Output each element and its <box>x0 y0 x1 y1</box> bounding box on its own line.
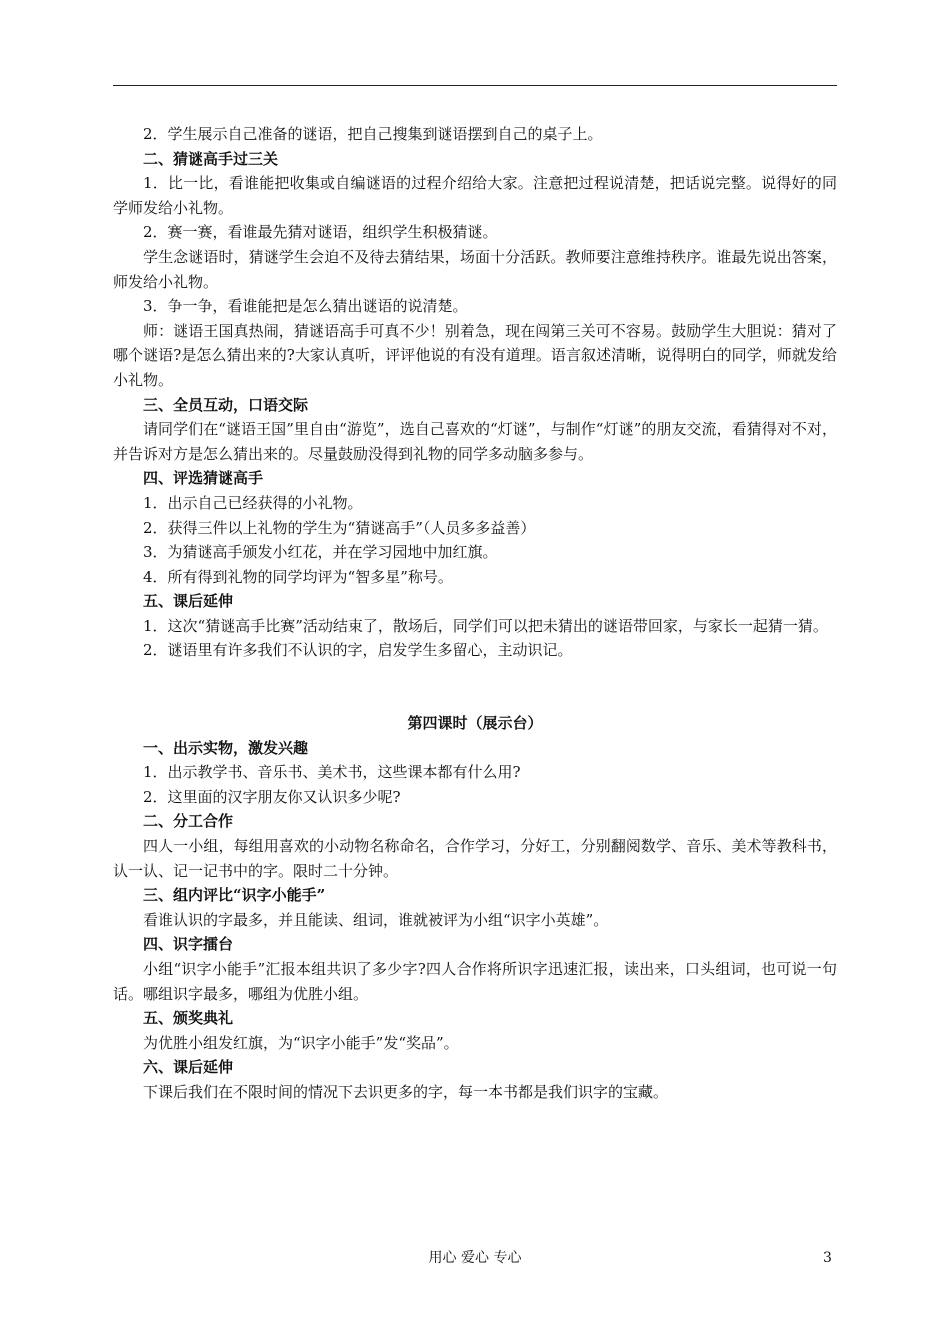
section-heading: 五、课后延伸 <box>143 592 234 611</box>
paragraph: 1．出示教学书、音乐书、美术书，这些课本都有什么用? <box>143 763 521 782</box>
paragraph: 2．学生展示自己准备的谜语，把自己搜集到谜语摆到自己的桌子上。 <box>143 125 603 143</box>
paragraph: 1．出示自己已经获得的小礼物。 <box>143 493 363 512</box>
section-heading: 一、出示实物，激发兴趣 <box>143 738 309 757</box>
paragraph: 1．比一比，看谁能把收集或自编谜语的过程介绍给大家。注意把过程说清楚，把话说完整。说得好的同学师发给小礼物。 <box>113 174 837 217</box>
section-heading: 二、分工合作 <box>143 812 234 831</box>
section-heading: 四、评选猜谜高手 <box>143 469 264 488</box>
paragraph: 小组“识字小能手”汇报本组共识了多少字?四人合作将所识字迅速汇报，读出来，口头组词，也可说一句话。哪组识字最多，哪组为优胜小组。 <box>113 960 837 1003</box>
paragraph: 3．为猜谜高手颁发小红花，并在学习园地中加红旗。 <box>143 543 498 562</box>
paragraph: 为优胜小组发红旗，为“识字小能手”发“奖品”。 <box>143 1033 459 1052</box>
section-heading: 三、全员互动，口语交际 <box>143 395 309 414</box>
section-heading: 三、组内评比“识字小能手” <box>143 886 326 905</box>
paragraph: 下课后我们在不限时间的情况下去识更多的字，每一本书都是我们识字的宝藏。 <box>143 1082 669 1101</box>
paragraph: 师：谜语王国真热闹，猜谜语高手可真不少！别着急，现在闯第三关可不容易。鼓励学生大胆说：猜对了哪个谜语?是怎么猜出来的?大家认真听，评评他说的有没有道理。语言叙述清晰，说得明白的同学，师就发给小礼物。 <box>113 321 837 389</box>
section-heading: 四、识字擂台 <box>143 935 234 954</box>
lesson-title: 第四课时（展示台） <box>407 714 543 733</box>
page-number: 3 <box>823 1250 832 1266</box>
section-heading: 六、课后延伸 <box>143 1058 234 1077</box>
page-footer: 用心 爱心 专心 <box>428 1250 522 1266</box>
paragraph: 四人一小组，每组用喜欢的小动物名称命名，合作学习，分好工，分别翻阅数学、音乐、美术等教科书，认一认、记一记书中的字。限时二十分钟。 <box>113 837 837 880</box>
section-heading: 二、猜谜高手过三关 <box>143 149 279 168</box>
section-heading: 五、颁奖典礼 <box>143 1009 234 1028</box>
paragraph: 请同学们在“谜语王国”里自由“游览”，选自己喜欢的“灯谜”，与制作“灯谜”的朋友交流，看猜得对不对，并告诉对方是怎么猜出来的。尽量鼓励没得到礼物的同学多动脑多参与。 <box>113 420 837 463</box>
paragraph: 2．获得三件以上礼物的学生为“猜谜高手”（人员多多益善） <box>143 518 536 537</box>
header-rule <box>113 85 837 86</box>
document-body <box>113 122 837 1105</box>
paragraph: 2．这里面的汉字朋友你又认识多少呢? <box>143 787 401 806</box>
paragraph: 学生念谜语时，猜谜学生会迫不及待去猜结果，场面十分活跃。教师要注意维持秩序。谁最先说出答案，师发给小礼物。 <box>113 247 837 291</box>
paragraph: 2．赛一赛，看谁最先猜对谜语，组织学生积极猜谜。 <box>143 223 498 242</box>
paragraph: 1．这次“猜谜高手比赛”活动结束了，散场后，同学们可以把未猜出的谜语带回家，与家长一起猜一猜。 <box>143 616 828 635</box>
paragraph: 3．争一争，看谁能把是怎么猜出谜语的说清楚。 <box>143 297 468 316</box>
paragraph: 4．所有得到礼物的同学均评为“智多星”称号。 <box>143 567 453 586</box>
paragraph: 看谁认识的字最多，并且能读、组词，谁就被评为小组“识字小英雄”。 <box>143 910 609 929</box>
paragraph: 2．谜语里有许多我们不认识的字，启发学生多留心，主动识记。 <box>143 641 573 660</box>
